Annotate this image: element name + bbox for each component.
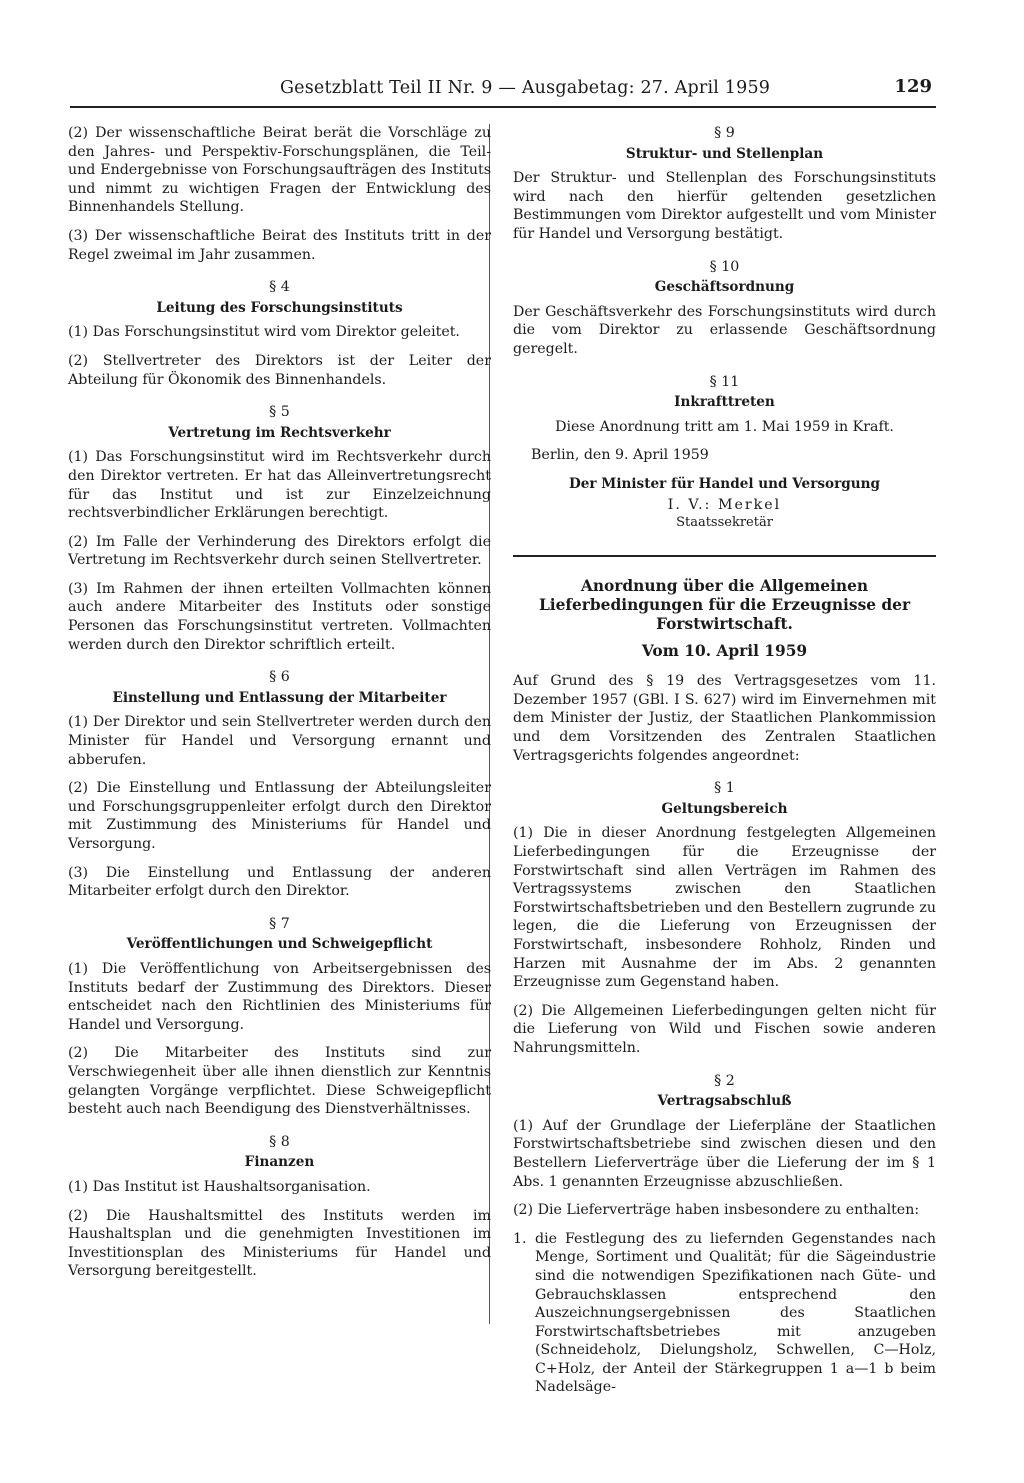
section-heading: Geschäftsordnung: [654, 279, 795, 296]
section-heading: Vertretung im Rechtsverkehr: [168, 424, 391, 441]
paragraph: (1) Das Forschungsinstitut wird vom Direktor geleitet.: [68, 324, 460, 341]
section-heading: Einstellung und Entlassung der Mitarbeiter: [112, 689, 447, 706]
paragraph: (1) Die Veröffentlichung von Arbeitsergebnissen des Instituts bedarf der Zustimmung des Direktors. Dieser entscheidet nach den Richtlinien des Ministeriums für Handel und Versorgung.: [68, 960, 491, 1033]
paragraph: Diese Anordnung tritt am 1. Mai 1959 in Kraft.: [555, 418, 894, 435]
paragraph: (1) Die in dieser Anordnung festgelegten Allgemeinen Lieferbedingungen für die Erzeugnisse der Forstwirtschaft sind allen Verträgen im Rahmen des Vertragssystems zwischen den Staatlichen Forstwirtschaftsbetrieben und den Bestellern zugrunde zu legen, die die Lieferung von Erzeugnissen der Forstwirtschaft, insbesondere Rohholz, Rinden und Harzen mit Ausnahme der im Abs. 2 genannten Erzeugnisse zum Gegenstand haben.: [513, 825, 936, 991]
paragraph: (1) Das Institut ist Haushaltsorganisation.: [68, 1178, 371, 1195]
page-number: 129: [894, 76, 932, 97]
paragraph: (2) Die Haushaltsmittel des Instituts werden im Haushaltsplan und die genehmigten Investitionen im Investitionsplan des Ministeriums für Handel und Versorgung bereitgestellt.: [68, 1207, 491, 1280]
paragraph: Der Geschäftsverkehr des Forschungsinstituts wird durch die vom Direktor zu erlassende Geschäftsordnung geregelt.: [513, 303, 936, 357]
paragraph: (2) Die Mitarbeiter des Instituts sind zur Verschwiegenheit über alle ihnen dienstlich zur Kenntnis gelangten Vorgänge verpflichtet. Diese Schweigepflicht besteht auch nach Beendigung des Dienstverhältnisses.: [68, 1045, 491, 1118]
list-item: [513, 1230, 936, 1397]
section-number: § 10: [709, 258, 740, 275]
section-heading: Geltungsbereich: [661, 800, 788, 817]
section-number: § 6: [269, 669, 290, 686]
paragraph: (2) Die Allgemeinen Lieferbedingungen gelten nicht für die Lieferung von Wild und Fischen sowie anderen Nahrungsmitteln.: [513, 1002, 936, 1056]
paragraph: (1) Auf der Grundlage der Lieferpläne der Staatlichen Forstwirtschaftsbetriebe sind zwischen diesen und den Bestellern Lieferverträge über die Lieferung der im § 1 Abs. 1 genannten Erzeugnisse abzuschließen.: [513, 1117, 936, 1190]
section-heading: Vertragsabschluß: [657, 1093, 792, 1110]
section-number: § 8: [269, 1133, 290, 1150]
section-heading: Inkrafttreten: [674, 394, 775, 411]
section-number: § 11: [709, 373, 740, 390]
ordinance-title: Anordnung über die Allgemeinen Lieferbedingungen für die Erzeugnisse der Forstwirtschaft.: [538, 576, 911, 633]
place-date: Berlin, den 9. April 1959: [531, 447, 709, 464]
signer-role: Staatssekretär: [676, 515, 773, 531]
signer-name: I. V.: Merkel: [667, 496, 782, 513]
paragraph: (2) Im Falle der Verhinderung des Direktors erfolgt die Vertretung im Rechtsverkehr durch seinen Stellvertreter.: [68, 533, 491, 569]
preamble: Auf Grund des § 19 des Vertragsgesetzes vom 11. Dezember 1957 (GBl. I S. 627) wird im Einvernehmen mit dem Minister der Justiz, der Staatlichen Plankommission und dem Vorsitzenden des Zentralen Staatlichen Vertragsgerichts folgendes angeordnet:: [513, 673, 936, 764]
section-heading: Veröffentlichungen und Schweigepflicht: [126, 936, 433, 953]
section-heading: Finanzen: [244, 1154, 315, 1171]
paragraph: (1) Der Direktor und sein Stellvertreter werden durch den Minister für Handel und Versorgung ernannt und abberufen.: [68, 714, 491, 768]
paragraph: (2) Der wissenschaftliche Beirat berät die Vorschläge zu den Jahres- und Perspektiv-Forschungsplänen, die Teil- und Endergebnisse von Forschungsaufträgen des Instituts und nimmt zu wichtigen Fragen der Entwicklung des Binnenhandels Stellung.: [68, 125, 491, 216]
page-header: [70, 76, 936, 108]
paragraph: (3) Der wissenschaftliche Beirat des Instituts tritt in der Regel zweimal im Jahr zusammen.: [68, 227, 491, 263]
section-number: § 2: [714, 1072, 735, 1089]
right-column: [513, 124, 936, 1397]
section-number: § 4: [269, 279, 290, 296]
section-separator: [513, 555, 936, 557]
paragraph: (2) Die Einstellung und Entlassung der Abteilungsleiter und Forschungsgruppenleiter erfolgt durch den Direktor mit Zustimmung des Ministeriums für Handel und Versorgung.: [68, 780, 491, 852]
enumerated-list: [513, 1230, 936, 1397]
list-item-number: 1.: [513, 1230, 527, 1247]
list-item-text: die Festlegung des zu liefernden Gegenstandes nach Menge, Sortiment und Qualität; für die Sägeindustrie sind die notwendigen Spezifikationen nach Güte- und Gebrauchsklassen entsprechend den Auszeichnungsergebnissen des Staatlichen Forstwirtschaftsbetriebes mit anzugeben (Schneideholz, Dielungsholz, Schwellen, C—Holz, C+Holz, der Anteil der Stärkegruppen 1 a—1 b beim Nadelsäge-: [535, 1230, 936, 1396]
gazette-title: Gesetzblatt Teil II Nr. 9 — Ausgabetag: 27. April 1959: [280, 78, 771, 98]
section-number: § 5: [269, 404, 290, 421]
paragraph: (1) Das Forschungsinstitut wird im Rechtsverkehr durch den Direktor vertreten. Er hat das Alleinvertretungsrecht für das Institut und ist zur Einzelzeichnung rechtsverbindlicher Erklärungen berechtigt.: [68, 449, 491, 522]
section-heading: Struktur- und Stellenplan: [625, 145, 824, 162]
signature-authority: Der Minister für Handel und Versorgung: [568, 475, 881, 492]
paragraph: (3) Die Einstellung und Entlassung der anderen Mitarbeiter erfolgt durch den Direktor.: [68, 864, 491, 900]
paragraph: Der Struktur- und Stellenplan des Forschungsinstituts wird nach den hierfür geltenden gesetzlichen Bestimmungen vom Direktor aufgestellt und vom Minister für Handel und Versorgung bestätigt.: [513, 170, 936, 242]
section-number: § 1: [714, 780, 735, 797]
paragraph: (2) Stellvertreter des Direktors ist der Leiter der Abteilung für Ökonomik des Binnenhandels.: [68, 352, 491, 388]
paragraph: (2) Die Lieferverträge haben insbesondere zu enthalten:: [513, 1202, 920, 1219]
paragraph: (3) Im Rahmen der ihnen erteilten Vollmachten können auch andere Mitarbeiter des Instituts oder sonstige Personen das Forschungsinstitut vertreten. Vollmachten werden durch den Direktor schriftlich erteilt.: [68, 580, 491, 653]
ordinance-date: Vom 10. April 1959: [641, 641, 808, 660]
section-heading: Leitung des Forschungsinstituts: [156, 299, 403, 316]
left-column: [68, 124, 491, 1291]
section-number: § 9: [714, 125, 735, 141]
section-number: § 7: [269, 915, 290, 932]
